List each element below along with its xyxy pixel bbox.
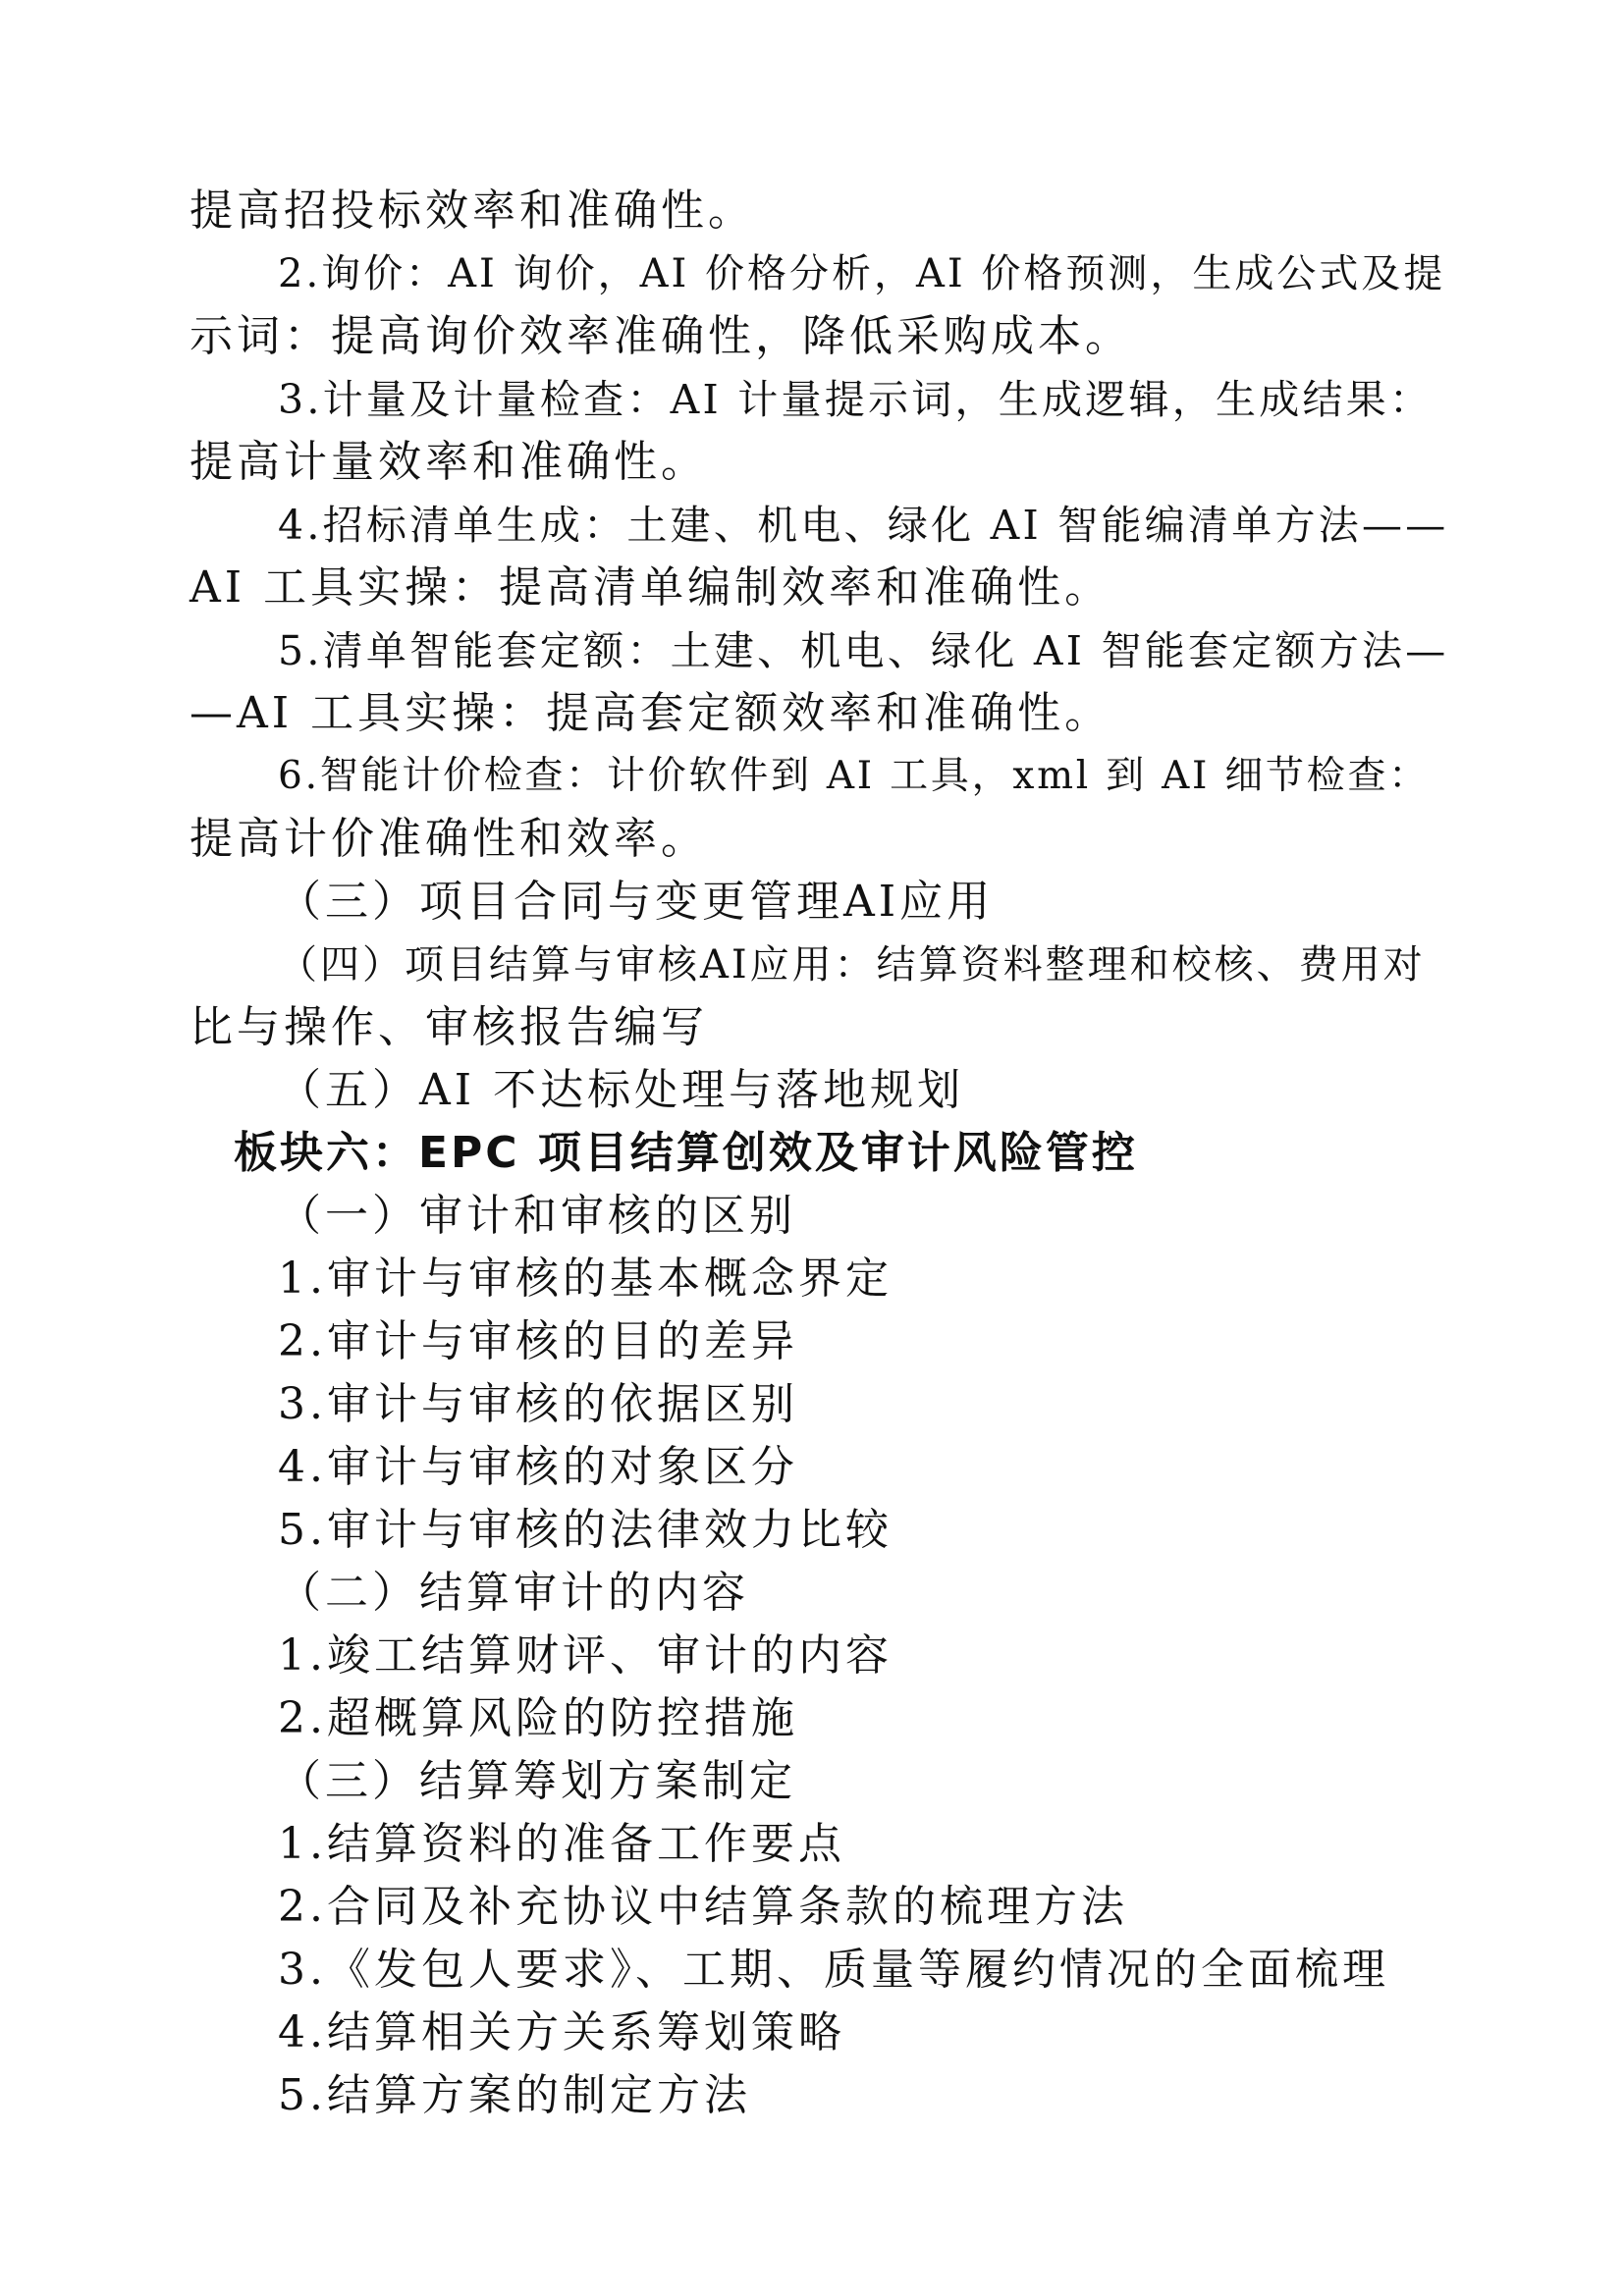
list-item: 1.结算资料的准备工作要点 — [278, 1819, 845, 1869]
text-line: 提高招投标效率和准确性。 — [189, 186, 755, 236]
text-line: AI 工具实操：提高清单编制效率和准确性。 — [189, 562, 1112, 613]
list-item: 2.审计与审核的目的差异 — [278, 1316, 798, 1366]
section-heading: （二）结算审计的内容 — [278, 1568, 749, 1618]
text-line: 示词：提高询价效率准确性，降低采购成本。 — [189, 311, 1132, 361]
list-item: 2.合同及补充协议中结算条款的梳理方法 — [278, 1882, 1128, 1932]
list-item: 1.竣工结算财评、审计的内容 — [278, 1630, 893, 1681]
module-heading: 板块六：EPC 项目结算创效及审计风险管控 — [234, 1128, 1138, 1178]
list-item: 1.审计与审核的基本概念界定 — [278, 1254, 893, 1304]
text-line: 提高计量效率和准确性。 — [189, 437, 708, 487]
section-heading: （三）项目合同与变更管理AI应用 — [278, 877, 995, 927]
section-heading: （三）结算筹划方案制定 — [278, 1756, 796, 1806]
text-line: 2.询价：AI 询价，AI 价格分析，AI 价格预测，生成公式及提 — [278, 251, 1446, 296]
list-item: 5.审计与审核的法律效力比较 — [278, 1505, 893, 1555]
text-line: 5.清单智能套定额：土建、机电、绿化 AI 智能套定额方法— — [278, 627, 1449, 674]
section-heading: （五）AI 不达标处理与落地规划 — [278, 1065, 965, 1115]
text-line: 4.招标清单生成：土建、机电、绿化 AI 智能编清单方法—— — [278, 502, 1449, 549]
list-item: 2.超概算风险的防控措施 — [278, 1693, 798, 1743]
text-line: 6.智能计价检查：计价软件到 AI 工具，xml 到 AI 细节检查： — [278, 754, 1431, 798]
text-line: 提高计价准确性和效率。 — [189, 814, 708, 864]
list-item: 3.审计与审核的依据区别 — [278, 1379, 798, 1429]
list-item: 4.结算相关方关系筹划策略 — [278, 2007, 845, 2057]
text-line: 比与操作、审核报告编写 — [189, 1002, 708, 1052]
list-item: 3.《发包人要求》、工期、质量等履约情况的全面梳理 — [278, 1945, 1389, 1995]
list-item: 4.审计与审核的对象区分 — [278, 1442, 798, 1492]
section-heading: （一）审计和审核的区别 — [278, 1191, 796, 1241]
section-heading: （四）项目结算与审核AI应用：结算资料整理和校核、费用对 — [278, 942, 1426, 988]
text-line: 3.计量及计量检查：AI 计量提示词，生成逻辑，生成结果： — [278, 376, 1434, 423]
list-item: 5.结算方案的制定方法 — [278, 2070, 751, 2120]
text-line: —AI 工具实操：提高套定额效率和准确性。 — [189, 688, 1112, 738]
